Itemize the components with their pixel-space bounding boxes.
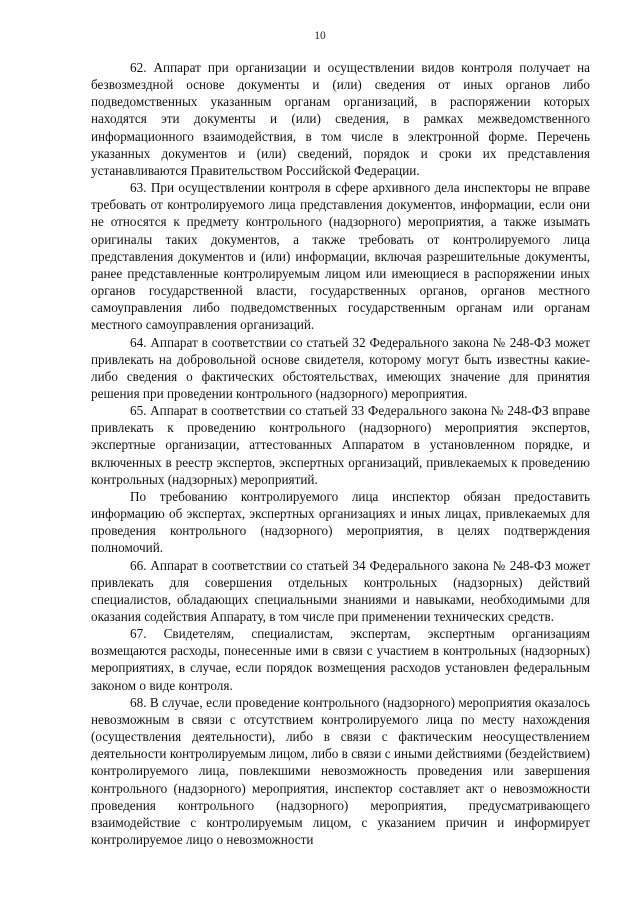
paragraph-62: 62. Аппарат при организации и осуществлении видов контроля получает на безвозмездной основе документы и (или) сведения от иных органов либо подведомственных указанным органам организаций, в распоряжении которых находятся эти документы и (или) сведения, в рамках межведомственного информационного взаимодействия, в том числе в электронной форме. Перечень указанных документов и (или) сведений, порядок и сроки их представления устанавливаются Правительством Российской Федерации. [91,60,590,178]
paragraph-67: 67. Свидетелям, специалистам, экспертам, экспертным организациям возмещаются расходы, понесенные ими в связи с участием в контрольных (надзорных) мероприятиях, в случае, если порядок возмещения расходов установлен федеральным законом о виде контроля. [91,626,590,693]
paragraph-65: 65. Аппарат в соответствии со статьей 33 Федерального закона № 248-ФЗ вправе привлекать к проведению контрольного (надзорного) мероприятия экспертов, экспертные организации, аттестованных Аппаратом в установленном порядке, и включенных в реестр экспертов, экспертных организаций, привлекаемых к проведению контрольных (надзорных) мероприятий. [91,403,590,487]
paragraph-65-continuation: По требованию контролируемого лица инспектор обязан предоставить информацию об экспертах, экспертных организациях и иных лицах, привлекаемых для проведения контрольного (надзорного) мероприятия, в целях подтверждения полномочий. [91,488,590,556]
paragraph-63: 63. При осуществлении контроля в сфере архивного дела инспекторы не вправе требовать от контролируемого лица представления документов, информации, если они не относятся к предмету контрольного (надзорного) мероприятия, а также изымать оригиналы таких документов, а также требовать от контролируемого лица представления документов и (или) информации, включая разрешительные документы, ранее представленные контролируемым лицом или имеющиеся в распоряжении иных органов государственной власти, государственных органов, органов местного самоуправления либо подведомственных государственным органам или органам местного самоуправления организаций. [91,180,590,333]
paragraph-64: 64. Аппарат в соответствии со статьей 32 Федерального закона № 248-ФЗ может привлекать на добровольной основе свидетеля, которому могут быть известны какие-либо сведения о фактических обстоятельствах, имеющих значение для принятия решения при проведении контрольного (надзорного) мероприятия. [91,334,590,401]
page-number: 10 [314,30,326,42]
document-body [91,59,590,848]
paragraph-66: 66. Аппарат в соответствии со статьей 34 Федерального закона № 248-ФЗ может привлекать для совершения отдельных контрольных (надзорных) действий специалистов, обладающих специальными знаниями и навыками, необходимыми для оказания содействия Аппарату, в том числе при применении технических средств. [91,557,590,624]
paragraph-68: 68. В случае, если проведение контрольного (надзорного) мероприятия оказалось невозможным в связи с отсутствием контролируемого лица по месту нахождения (осуществления деятельности), либо в связи с фактическим неосуществлением деятельности контролируемым лицом, либо в связи с иными действиями (бездействием) контролируемого лица, повлекшими невозможность проведения или завершения контрольного (надзорного) мероприятия, инспектор составляет акт о невозможности проведения контрольного (надзорного) мероприятия, предусматривающего взаимодействие с контролируемым лицом, с указанием причин и информирует контролируемое лицо о невозможности [91,694,590,848]
